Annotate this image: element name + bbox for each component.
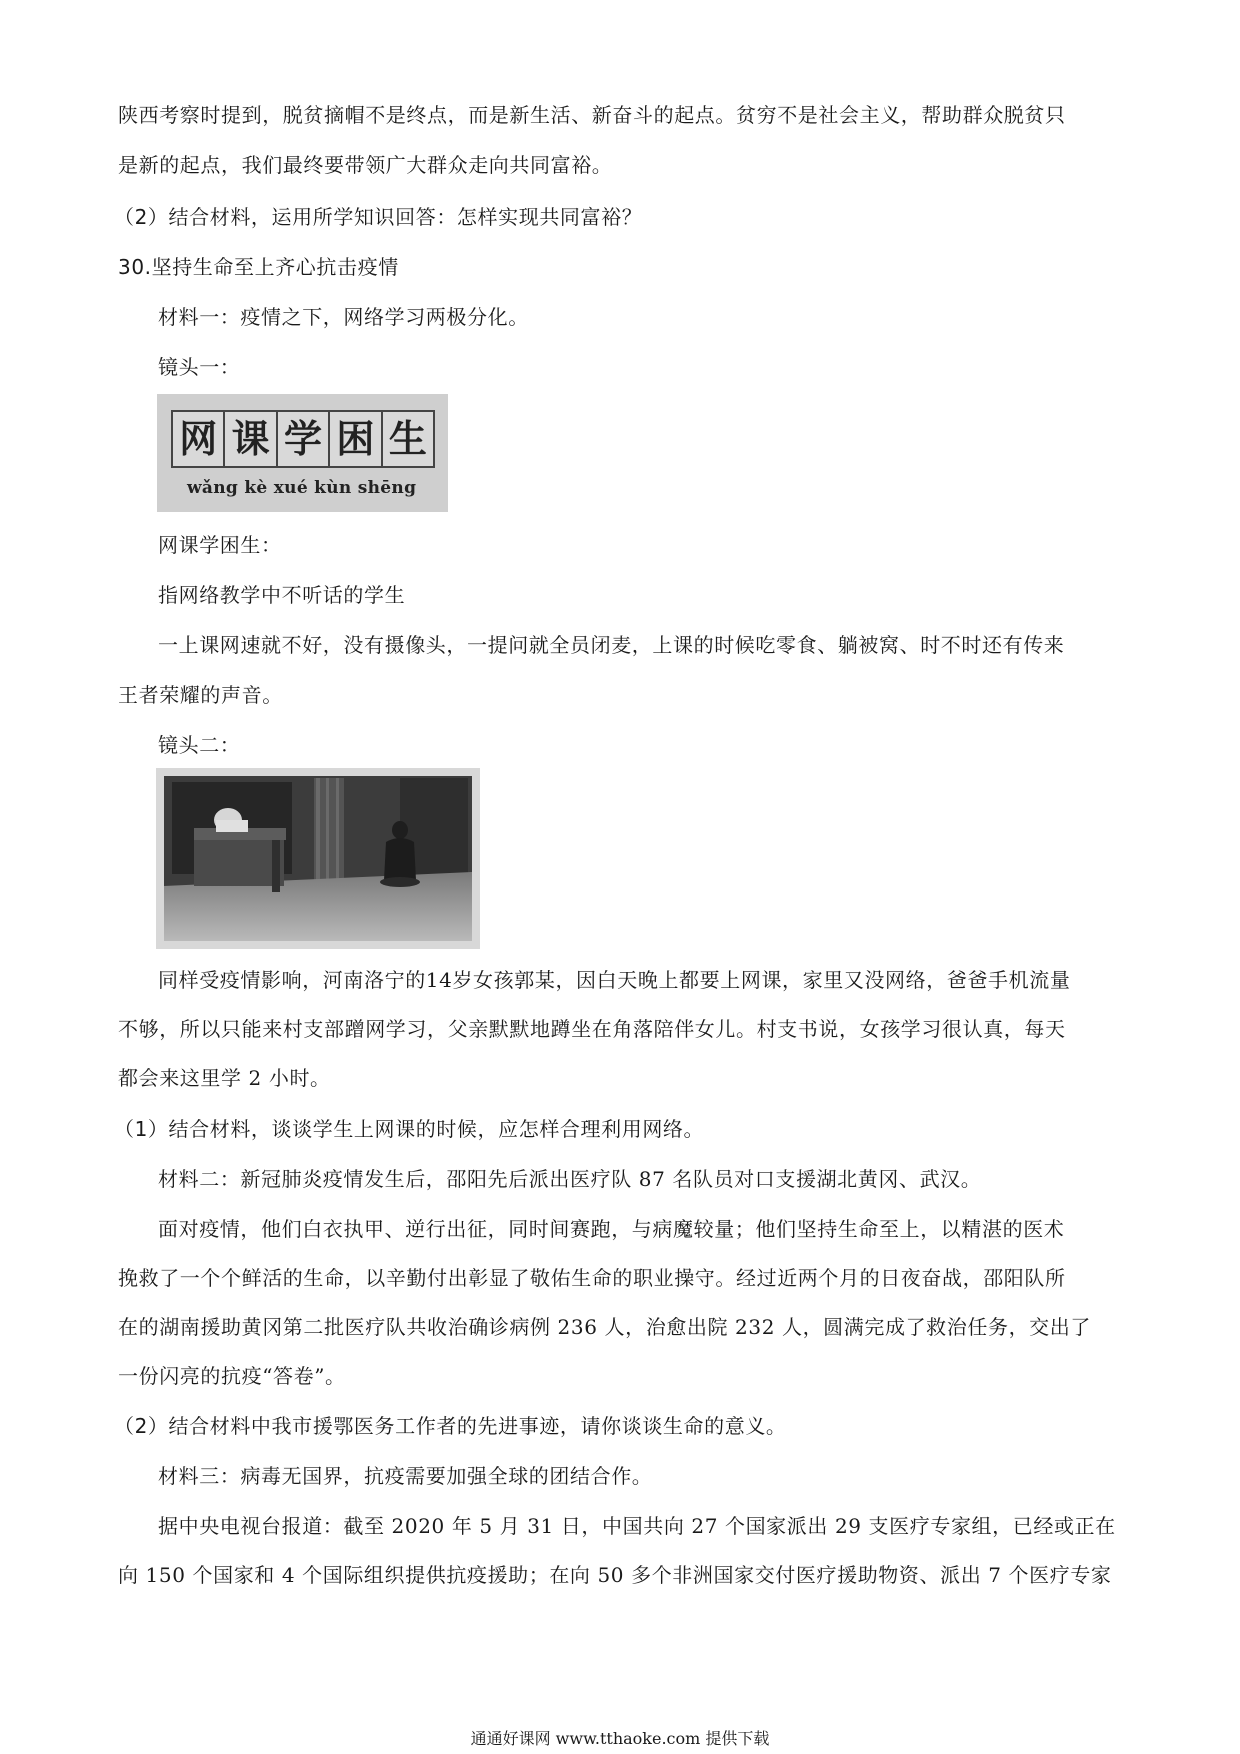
word-card-pinyin: wǎng kè xué kùn shēng — [187, 478, 417, 498]
paragraph-line: 同样受疫情影响，河南洛宁的14岁女孩郭某，因白天晚上都要上网课，家里又没网络，爸爸手机流量 — [158, 968, 1071, 992]
paragraph-line: 挽救了一个个鲜活的生命，以辛勤付出彰显了敬佑生命的职业操守。经过近两个月的日夜奋战，邵阳队所 — [118, 1266, 1066, 1290]
village-office-photo — [156, 768, 480, 949]
word-card-chars — [171, 410, 435, 468]
paragraph-line: 在的湖南援助黄冈第二批医疗队共收治确诊病例 236 人，治愈出院 232 人，圆满完成了救治任务，交出了 — [118, 1315, 1091, 1339]
paragraph-line: 是新的起点，我们最终要带领广大群众走向共同富裕。 — [118, 153, 613, 177]
page-footer: 通通好课网 www.tthaoke.com 提供下载 — [470, 1729, 770, 1748]
term-label: 网课学困生： — [158, 533, 282, 557]
paragraph-line: 据中央电视台报道：截至 2020 年 5 月 31 日，中国共向 27 个国家派出 29 支医疗专家组，已经或正在 — [158, 1514, 1116, 1538]
word-card-char: 网 — [173, 412, 225, 466]
material-2-intro: 材料二：新冠肺炎疫情发生后，邵阳先后派出医疗队 87 名队员对口支援湖北黄冈、武汉。 — [158, 1167, 982, 1191]
paragraph-line: 面对疫情，他们白衣执甲、逆行出征，同时间赛跑，与病魔较量；他们坚持生命至上，以精湛的医术 — [158, 1217, 1065, 1241]
paragraph-line: 向 150 个国家和 4 个国际组织提供抗疫援助；在向 50 多个非洲国家交付医疗援助物资、派出 7 个医疗专家 — [118, 1563, 1112, 1587]
shot-2-label: 镜头二： — [158, 733, 241, 757]
question-1-line: （1）结合材料，谈谈学生上网课的时候，应怎样合理利用网络。 — [114, 1117, 705, 1141]
paragraph-line: 不够，所以只能来村支部蹭网学习，父亲默默地蹲坐在角落陪伴女儿。村支书说，女孩学习很认真，每天 — [118, 1017, 1066, 1041]
word-card-char: 生 — [383, 412, 435, 466]
word-card-char: 困 — [330, 412, 382, 466]
word-card-photo — [157, 394, 448, 512]
paragraph-line: 都会来这里学 2 小时。 — [118, 1066, 331, 1090]
term-definition: 指网络教学中不听话的学生 — [158, 583, 406, 607]
question-30-title: 30.坚持生命至上齐心抗击疫情 — [118, 255, 399, 279]
word-card-char: 课 — [225, 412, 277, 466]
question-2b-line: （2）结合材料中我市援鄂医务工作者的先进事迹，请你谈谈生命的意义。 — [114, 1414, 787, 1438]
paragraph-line: 一上课网速就不好，没有摄像头，一提问就全员闭麦，上课的时候吃零食、躺被窝、时不时还有传来 — [158, 633, 1065, 657]
question-2-line: （2）结合材料，运用所学知识回答：怎样实现共同富裕？ — [114, 205, 643, 229]
paragraph-line: 一份闪亮的抗疫“答卷”。 — [118, 1364, 346, 1388]
paragraph-line: 陕西考察时提到，脱贫摘帽不是终点，而是新生活、新奋斗的起点。贫穷不是社会主义，帮助群众脱贫只 — [118, 103, 1066, 127]
word-card-char: 学 — [278, 412, 330, 466]
paragraph-line: 王者荣耀的声音。 — [118, 683, 283, 707]
scene-illustration — [164, 776, 472, 941]
material-3-intro: 材料三：病毒无国界，抗疫需要加强全球的团结合作。 — [158, 1464, 653, 1488]
shot-1-label: 镜头一： — [158, 355, 241, 379]
material-1-intro: 材料一：疫情之下，网络学习两极分化。 — [158, 305, 529, 329]
